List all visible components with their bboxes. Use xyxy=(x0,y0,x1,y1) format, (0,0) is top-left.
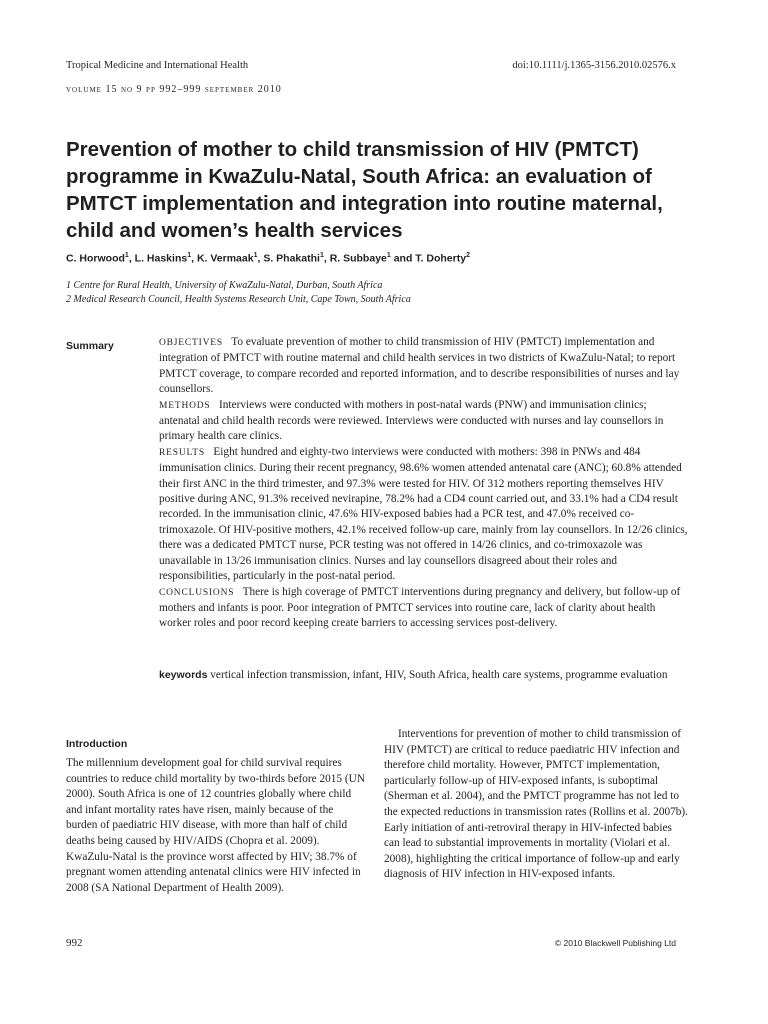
copyright: © 2010 Blackwell Publishing Ltd xyxy=(554,938,676,948)
journal-name: Tropical Medicine and International Health xyxy=(66,60,249,71)
author-affiliation-mark: 2 xyxy=(466,252,470,259)
section-heading: CONCLUSIONS xyxy=(159,587,235,598)
body-column-left xyxy=(66,756,366,896)
author: L. Haskins xyxy=(134,252,188,265)
body-column-right xyxy=(384,727,690,883)
abstract xyxy=(159,335,689,632)
section-text: There is high coverage of PMTCT interventions during pregnancy and delivery, but follow-up of mothers and infants is poor. Poor integration of PMTCT services into routine care, lack of clarity about health worker roles and poor record keeping create barriers to accessing services post-delivery. xyxy=(159,585,681,630)
section-heading: METHODS xyxy=(159,400,211,411)
author-separator: , xyxy=(191,252,197,265)
volume-info: volume 15 no 9 pp 992–999 september 2010 xyxy=(66,84,282,95)
section-text: Interviews were conducted with mothers in post-natal wards (PNW) and immunisation clinics; antenatal and child health records were reviewed. Interviews were conducted with nurses and lay counsellors in primary health care clinics. xyxy=(159,398,664,443)
page-number: 992 xyxy=(66,937,83,949)
author-affiliation-mark: 1 xyxy=(253,252,258,259)
keywords-label: keywords xyxy=(159,669,208,681)
summary-label: Summary xyxy=(66,340,114,352)
section-text: To evaluate prevention of mother to child transmission of HIV (PMTCT) implementation and integration of PMTCT with routine maternal and child health services in two districts of KwaZulu-Natal; to report PMTCT coverage, to compare recorded and reported information, and to describe responsibilities of nurses and lay counsellors. xyxy=(159,336,680,396)
paragraph: The millennium development goal for child survival requires countries to reduce child mortality by two-thirds before 2015 (UN 2000). South Africa is one of 12 countries globally where child and infant mortality rates have risen, mainly because of the burden of paediatric HIV disease, with more than half of child deaths being caused by HIV/AIDS (Chopra et al. 2009). KwaZulu-Natal is the province worst affected by HIV; 38.7% of pregnant women attending antenatal clinics were HIV infected in 2008 (SA National Department of Health 2009). xyxy=(66,757,365,894)
author-separator: , xyxy=(323,252,330,265)
author-separator: , xyxy=(257,252,264,265)
author: R. Subbaye xyxy=(329,252,387,265)
introduction-heading: Introduction xyxy=(66,738,128,750)
author-separator: and xyxy=(390,252,416,265)
affiliation: 2 Medical Research Council, Health Systems Research Unit, Cape Town, South Africa xyxy=(66,294,411,305)
abstract-objectives xyxy=(159,335,689,398)
keywords xyxy=(159,668,679,683)
abstract-methods xyxy=(159,398,689,445)
abstract-conclusions xyxy=(159,585,689,632)
section-heading: RESULTS xyxy=(159,447,205,458)
author: T. Doherty xyxy=(415,252,467,265)
section-heading: OBJECTIVES xyxy=(159,338,223,348)
author: C. Horwood xyxy=(66,252,125,265)
keywords-text: vertical infection transmission, infant, HIV, South Africa, health care systems, programme evaluation xyxy=(210,669,668,681)
article-title: Prevention of mother to child transmission of HIV (PMTCT) programme in KwaZulu-Natal, South Africa: an evaluation of PMTCT implementation and integration into routine maternal, child and women’s health services xyxy=(66,138,663,242)
section-text: Eight hundred and eighty-two interviews were conducted with mothers: 398 in PNWs and 484 immunisation clinics. During their recent pregnancy, 98.6% women attended antenatal care (ANC); 60.8% attended their first ANC in the third trimester, and 97.3% were tested for HIV. Of 312 mothers reporting themselves HIV positive during ANC, 91.3% received nevirapine, 78.2% had a CD4 count carried out, and 33.1% had a CD4 result recorded. In the immunisation clinic, 47.6% HIV-exposed babies had a PCR test, and 47.0% received co-trimoxazole. Of HIV-positive mothers, 42.1% received follow-up care, mainly from lay counsellors. In 12/26 clinics, there was a dedicated PMTCT nurse, PCR testing was not offered in 14/26 clinics, and co-trimoxazole was unavailable in 13/26 immunisation clinics. Nurses and lay counsellors disagreed about their roles and responsibilities, particularly in the post-natal period. xyxy=(159,445,688,583)
abstract-results xyxy=(159,445,689,585)
doi: doi:10.1111/j.1365-3156.2010.02576.x xyxy=(512,60,676,71)
author-list xyxy=(66,252,470,265)
author-separator: , xyxy=(128,252,135,265)
paragraph: Interventions for prevention of mother to child transmission of HIV (PMTCT) are critical to reduce paediatric HIV infection and therefore child mortality. However, PMTCT implementation, particularly follow-up of HIV-exposed infants, is suboptimal (Sherman et al. 2004), and the PMTCT programme has not led to the expected reductions in transmission rates (Rollins et al. 2007b). Early initiation of anti-retroviral therapy in HIV-infected babies can lead to substantial improvements in mortality (Violari et al. 2008), highlighting the critical importance of follow-up and early diagnosis of HIV infection in HIV-exposed infants. xyxy=(384,728,689,881)
author-affiliation-mark: 1 xyxy=(319,252,324,259)
author: K. Vermaak xyxy=(196,252,254,265)
author: S. Phakathi xyxy=(263,252,320,265)
author-affiliation-mark: 1 xyxy=(187,252,192,259)
affiliation: 1 Centre for Rural Health, University of KwaZulu-Natal, Durban, South Africa xyxy=(66,280,383,291)
author-affiliation-mark: 1 xyxy=(124,252,129,259)
author-affiliation-mark: 1 xyxy=(386,252,391,259)
